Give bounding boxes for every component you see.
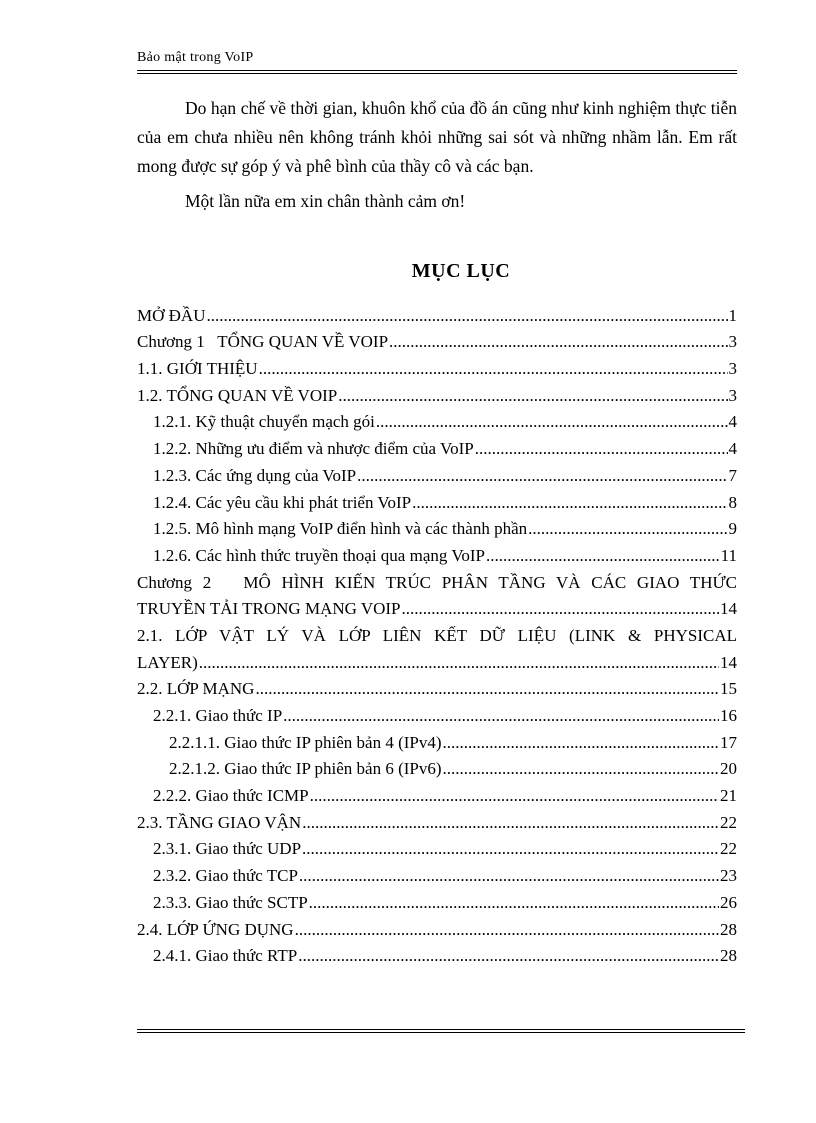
toc-entry-title-line2: LAYER)	[137, 652, 198, 672]
toc-entry-page: 23	[720, 866, 737, 886]
toc-leader-dots	[376, 412, 728, 432]
toc-entry-title: 2.2.1.1. Giao thức IP phiên bản 4 (IPv4)	[169, 732, 442, 752]
toc-leader-dots	[443, 733, 719, 753]
header-rule-top	[137, 70, 737, 71]
footer-rule-top	[137, 1029, 745, 1030]
toc-entry[interactable]	[137, 513, 737, 540]
toc-entry-page: 28	[720, 919, 737, 939]
toc-entry[interactable]	[137, 886, 737, 913]
toc-entry-title-line1: Chương 2 MÔ HÌNH KIẾN TRÚC PHÂN TẦNG VÀ CÁC GIAO THỨC	[137, 572, 737, 592]
toc-entry[interactable]	[137, 673, 737, 700]
toc-leader-dots	[528, 519, 727, 539]
paragraph-limitations: Do hạn chế về thời gian, khuôn khổ của đồ án cũng như kinh nghiệm thực tiễn của em chưa nhiều nên không tránh khỏi những sai sót và những nhầm lẫn. Em rất mong được sự góp ý và phê bình của thầy cô và các bạn.	[137, 98, 737, 176]
toc-entry-title: 2.4. LỚP ỨNG DỤNG	[137, 919, 294, 939]
toc-entry-page: 11	[720, 545, 737, 565]
toc-entry[interactable]	[137, 486, 737, 513]
toc-entry-page: 4	[728, 439, 737, 459]
toc-entry[interactable]	[137, 299, 737, 326]
toc-entry[interactable]	[137, 940, 737, 967]
header-rule-bottom	[137, 73, 737, 74]
toc-leader-dots	[302, 813, 719, 833]
toc-entry-title: 1.2.6. Các hình thức truyền thoại qua mạng VoIP	[153, 545, 486, 565]
toc-entry-page: 3	[728, 385, 737, 405]
toc-leader-dots	[412, 493, 727, 513]
toc-entry-page: 17	[720, 732, 737, 752]
toc-leader-dots	[475, 439, 728, 459]
toc-entry-page: 15	[720, 679, 737, 699]
toc-entry-title: 2.3.3. Giao thức SCTP	[153, 892, 308, 912]
toc-entry[interactable]	[137, 432, 737, 459]
toc-entry-title: 1.2.4. Các yêu cầu khi phát triển VoIP	[153, 492, 412, 512]
toc-leader-dots	[295, 920, 719, 940]
toc-leader-dots	[299, 866, 719, 886]
toc-entry[interactable]	[137, 379, 737, 406]
toc-leader-dots	[338, 386, 727, 406]
toc-leader-dots	[259, 359, 728, 379]
toc-entry-title: 2.2.2. Giao thức ICMP	[153, 786, 309, 806]
toc-leader-dots	[310, 786, 719, 806]
toc-entry-page: 22	[720, 812, 737, 832]
toc-entry-page: 20	[720, 759, 737, 779]
toc-entry-page: 14	[720, 652, 737, 672]
toc-entry-page: 21	[720, 786, 737, 806]
toc-entry-title: 1.2.5. Mô hình mạng VoIP điển hình và các thành phần	[153, 519, 528, 539]
toc-entry-multiline[interactable]	[137, 619, 737, 672]
toc-entry-page: 3	[728, 359, 737, 379]
table-of-contents	[137, 299, 737, 966]
toc-entry-page: 4	[728, 412, 737, 432]
toc-entry-title: 2.2. LỚP MẠNG	[137, 679, 255, 699]
toc-entry[interactable]	[137, 779, 737, 806]
toc-entry-title: MỞ ĐẦU	[137, 305, 206, 325]
toc-entry-multiline[interactable]	[137, 566, 737, 619]
toc-entry-title: 1.2.2. Những ưu điểm và nhược điểm của VoIP	[153, 439, 474, 459]
toc-leader-dots	[199, 653, 719, 673]
toc-entry-page: 28	[720, 946, 737, 966]
toc-entry-page: 14	[720, 599, 737, 619]
toc-leader-dots	[486, 546, 720, 566]
toc-entry-title: Chương 1 TỔNG QUAN VỀ VOIP	[137, 332, 389, 352]
toc-leader-dots	[443, 759, 719, 779]
toc-leader-dots	[206, 306, 727, 326]
paragraph-thanks: Một lần nữa em xin chân thành cảm ơn!	[185, 191, 466, 211]
toc-entry-title: 1.2. TỔNG QUAN VỀ VOIP	[137, 385, 338, 405]
toc-entry[interactable]	[137, 753, 737, 780]
header-title: Bảo mật trong VoIP	[137, 50, 254, 65]
toc-entry-page: 9	[728, 519, 737, 539]
toc-entry[interactable]	[137, 806, 737, 833]
toc-leader-dots	[389, 332, 727, 352]
toc-entry-title: 2.3. TẦNG GIAO VẬN	[137, 812, 302, 832]
footer-rule-bottom	[137, 1032, 745, 1033]
toc-entry-title-line1: 2.1. LỚP VẬT LÝ VÀ LỚP LIÊN KẾT DỮ LIỆU (LINK & PHYSICAL	[137, 625, 737, 645]
toc-entry[interactable]	[137, 352, 737, 379]
toc-leader-dots	[283, 706, 719, 726]
toc-entry[interactable]	[137, 913, 737, 940]
closing-paragraphs	[137, 94, 737, 216]
toc-title: MỤC LỤC	[411, 260, 511, 282]
toc-entry[interactable]	[137, 539, 737, 566]
toc-entry-page: 26	[720, 892, 737, 912]
toc-entry-title: 2.2.1.2. Giao thức IP phiên bản 6 (IPv6)	[169, 759, 442, 779]
toc-entry[interactable]	[137, 459, 737, 486]
toc-entry-page: 16	[720, 706, 737, 725]
toc-leader-dots	[302, 839, 719, 859]
toc-entry[interactable]	[137, 859, 737, 886]
toc-entry-page: 7	[728, 465, 737, 485]
toc-entry-page: 3	[728, 332, 737, 352]
toc-leader-dots	[357, 466, 727, 486]
toc-entry-title: 1.2.1. Kỹ thuật chuyển mạch gói	[153, 412, 375, 432]
toc-entry-title: 2.3.2. Giao thức TCP	[153, 866, 298, 886]
toc-entry-page: 8	[728, 492, 737, 512]
toc-leader-dots	[402, 599, 719, 619]
toc-entry[interactable]	[137, 326, 737, 353]
toc-entry-page: 1	[728, 305, 737, 325]
toc-entry-page: 22	[720, 839, 737, 859]
toc-entry-title: 1.1. GIỚI THIỆU	[137, 359, 258, 379]
toc-leader-dots	[309, 893, 719, 913]
toc-leader-dots	[255, 679, 719, 699]
toc-entry[interactable]	[137, 833, 737, 860]
toc-entry-title: 1.2.3. Các ứng dụng của VoIP	[153, 465, 357, 485]
toc-entry[interactable]	[137, 406, 737, 433]
toc-entry-title: 2.3.1. Giao thức UDP	[153, 839, 302, 859]
toc-entry[interactable]	[137, 699, 737, 726]
toc-entry-title: 2.2.1. Giao thức IP	[153, 706, 283, 725]
toc-entry[interactable]	[137, 726, 737, 753]
toc-leader-dots	[298, 946, 719, 966]
toc-entry-title-line2: TRUYỀN TẢI TRONG MẠNG VOIP	[137, 599, 401, 619]
toc-entry-title: 2.4.1. Giao thức RTP	[153, 946, 298, 966]
